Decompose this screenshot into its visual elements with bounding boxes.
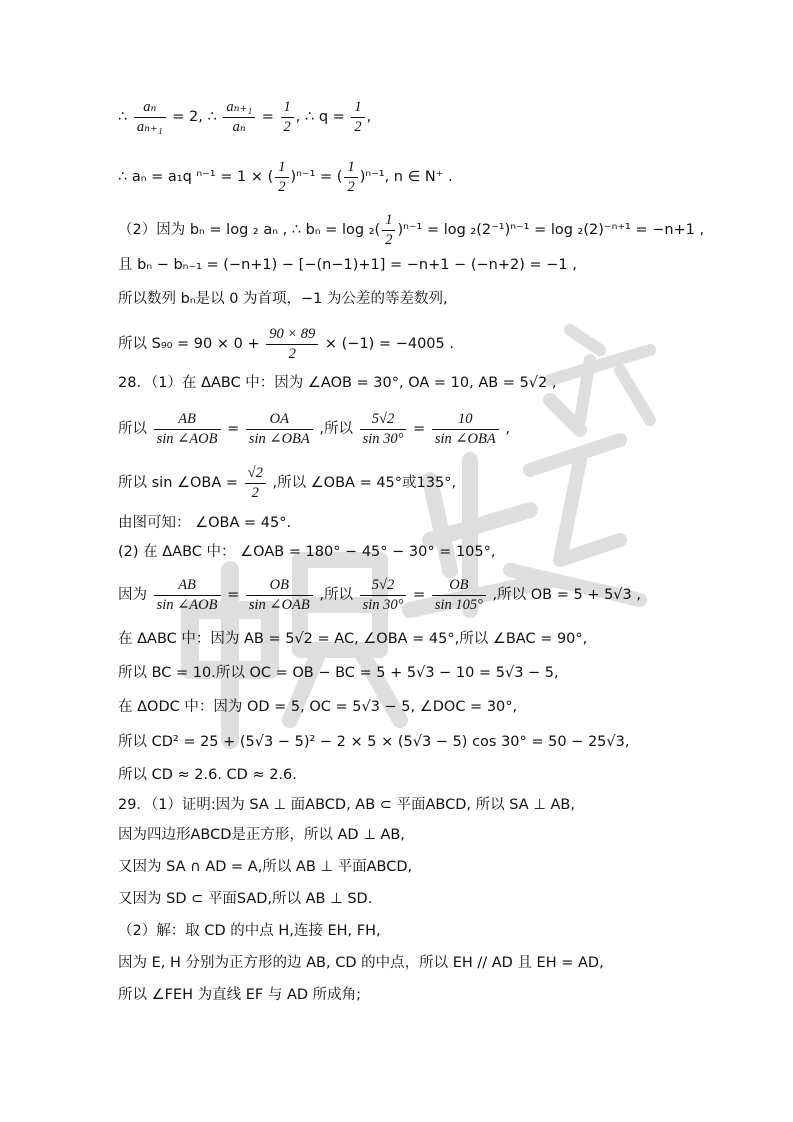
fraction-denominator: sin ∠AOB xyxy=(156,430,218,447)
text-segment: 29．（1）证明:因为 SA ⊥ 面ABCD, AB ⊂ 平面ABCD, 所以 SA ⊥ AB, xyxy=(118,797,575,813)
fraction xyxy=(382,213,395,247)
text-segment: , ∴ q = xyxy=(295,109,350,125)
text-line-24 xyxy=(118,988,361,1003)
text-segment: 所以 S₉₀ = 90 × 0 + xyxy=(118,336,265,352)
text-segment: = xyxy=(222,421,244,437)
fraction-numerator: aₙ xyxy=(134,100,166,118)
fraction xyxy=(360,412,407,446)
fraction xyxy=(154,578,221,612)
fraction xyxy=(275,160,288,194)
fraction xyxy=(360,578,407,612)
fraction-numerator: 5√2 xyxy=(360,412,407,430)
fraction xyxy=(344,160,357,194)
text-segment: 因为 E, H 分别为正方形的边 AB, CD 的中点，所以 EH // AD 且 EH = AD, xyxy=(118,955,604,971)
fraction-numerator: 1 xyxy=(382,213,395,231)
text-line-22 xyxy=(118,924,381,939)
text-segment: 由图可知： ∠OBA = 45°. xyxy=(118,515,292,531)
fraction-denominator: 2 xyxy=(288,345,296,362)
text-line-2 xyxy=(118,160,453,194)
fraction-denominator: 2 xyxy=(251,484,259,501)
fraction xyxy=(134,100,166,134)
text-segment: )ⁿ⁻¹ = ( xyxy=(290,169,343,185)
text-line-9 xyxy=(118,466,456,500)
text-segment: 且 bₙ − bₙ₋₁ = (−n+1) − [−(n−1)+1] = −n+1 − (−n+2) = −1 , xyxy=(118,257,577,273)
text-segment: , xyxy=(366,109,372,125)
text-segment: 所以数列 bₙ是以 0 为首项，−1 为公差的等差数列, xyxy=(118,291,448,307)
text-line-7 xyxy=(118,376,556,391)
fraction xyxy=(281,100,294,134)
text-line-11 xyxy=(118,545,496,560)
text-segment: = xyxy=(408,421,430,437)
fraction xyxy=(432,412,499,446)
text-segment: （2）解：取 CD 的中点 H,连接 EH, FH, xyxy=(118,923,381,939)
text-segment: 在 ΔODC 中：因为 OD = 5, OC = 5√3 − 5, ∠DOC = 30°, xyxy=(118,699,518,715)
fraction-numerator: 1 xyxy=(275,160,288,178)
text-segment: × (−1) = −4005 . xyxy=(320,336,454,352)
fraction-numerator: 1 xyxy=(344,160,357,178)
fraction xyxy=(246,412,313,446)
text-segment: ∴ xyxy=(118,109,132,125)
text-line-16 xyxy=(118,735,630,750)
fraction-denominator: aₙ₊₁ xyxy=(136,118,163,135)
text-line-14 xyxy=(118,666,559,681)
text-line-19 xyxy=(118,828,405,843)
text-segment: 又因为 SD ⊂ 平面SAD,所以 AB ⊥ SD. xyxy=(118,891,373,907)
fraction-numerator: OB xyxy=(432,578,486,596)
text-segment: (2) 在 ΔABC 中： ∠OAB = 180° − 45° − 30° = 105°, xyxy=(118,544,496,560)
fraction-denominator: 2 xyxy=(347,178,355,195)
fraction-numerator: AB xyxy=(154,412,221,430)
fraction-numerator: √2 xyxy=(245,466,266,484)
text-segment: ,所以 xyxy=(314,421,358,437)
fraction-numerator: 90 × 89 xyxy=(266,327,318,345)
text-segment: = xyxy=(222,587,244,603)
text-segment: 所以 CD² = 25 + (5√3 − 5)² − 2 × 5 × (5√3 − 5) cos 30° = 50 − 25√3, xyxy=(118,734,630,750)
fraction-denominator: sin ∠AOB xyxy=(156,596,218,613)
fraction-denominator: sin ∠OBA xyxy=(248,430,310,447)
text-segment: 28．（1）在 ΔABC 中：因为 ∠AOB = 30°, OA = 10, AB = 5√2 , xyxy=(118,375,557,391)
text-line-1 xyxy=(118,100,371,134)
text-line-3 xyxy=(118,213,704,247)
text-line-17 xyxy=(118,768,297,783)
text-line-8 xyxy=(118,412,510,446)
text-segment: （2）因为 bₙ = log ₂ aₙ , ∴ bₙ = log ₂( xyxy=(118,222,381,238)
text-line-20 xyxy=(118,860,412,875)
text-segment: 所以 sin ∠OBA = xyxy=(118,475,243,491)
fraction xyxy=(223,100,255,134)
text-segment: ,所以 ∠OBA = 45°或135°, xyxy=(267,475,457,491)
fraction-numerator: 10 xyxy=(432,412,499,430)
text-line-18 xyxy=(118,798,575,813)
text-segment: = xyxy=(408,587,430,603)
text-line-6 xyxy=(118,327,454,361)
text-line-23 xyxy=(118,956,604,971)
fraction xyxy=(351,100,364,134)
text-segment: = 2, ∴ xyxy=(167,109,222,125)
fraction-denominator: 2 xyxy=(385,231,393,248)
fraction-denominator: 2 xyxy=(354,118,362,135)
text-segment: , xyxy=(500,421,510,437)
fraction-denominator: 2 xyxy=(278,178,286,195)
text-line-21 xyxy=(118,892,372,907)
fraction-numerator: AB xyxy=(154,578,221,596)
fraction-numerator: OA xyxy=(246,412,313,430)
fraction-numerator: OB xyxy=(246,578,313,596)
fraction-denominator: sin ∠OAB xyxy=(248,596,310,613)
text-segment: )ⁿ⁻¹, n ∈ N⁺ . xyxy=(359,169,453,185)
text-segment: 因为 xyxy=(118,587,152,603)
fraction xyxy=(266,327,318,361)
text-line-10 xyxy=(118,516,291,531)
text-segment: 所以 BC = 10.所以 OC = OB − BC = 5 + 5√3 − 10 = 5√3 − 5, xyxy=(118,665,559,681)
text-segment: ,所以 OB = 5 + 5√3 , xyxy=(487,587,641,603)
text-segment: )ⁿ⁻¹ = log ₂(2⁻¹)ⁿ⁻¹ = log ₂(2)⁻ⁿ⁺¹ = −n+1 , xyxy=(397,222,705,238)
text-line-12 xyxy=(118,578,641,612)
fraction-denominator: sin 30° xyxy=(362,430,404,447)
text-segment: ∴ aₙ = a₁q ⁿ⁻¹ = 1 × ( xyxy=(118,169,274,185)
text-segment: ,所以 xyxy=(314,587,358,603)
text-segment: 所以 CD ≈ 2.6. CD ≈ 2.6. xyxy=(118,767,297,783)
text-line-5 xyxy=(118,292,448,307)
fraction-denominator: sin 105° xyxy=(434,596,483,613)
fraction-numerator: aₙ₊₁ xyxy=(223,100,255,118)
text-line-4 xyxy=(118,258,577,273)
fraction xyxy=(245,466,266,500)
fraction-numerator: 1 xyxy=(351,100,364,118)
fraction xyxy=(246,578,313,612)
text-line-13 xyxy=(118,632,587,647)
fraction-denominator: 2 xyxy=(283,118,291,135)
text-segment: 所以 xyxy=(118,421,152,437)
fraction-denominator: sin ∠OBA xyxy=(434,430,496,447)
fraction-numerator: 5√2 xyxy=(360,578,407,596)
text-segment: 所以 ∠FEH 为直线 EF 与 AD 所成角; xyxy=(118,987,362,1003)
fraction xyxy=(432,578,486,612)
fraction xyxy=(154,412,221,446)
text-segment: = xyxy=(257,109,279,125)
text-line-15 xyxy=(118,700,517,715)
text-segment: 因为四边形ABCD是正方形，所以 AD ⊥ AB, xyxy=(118,827,405,843)
fraction-numerator: 1 xyxy=(281,100,294,118)
text-segment: 在 ΔABC 中：因为 AB = 5√2 = AC, ∠OBA = 45°,所以 ∠BAC = 90°, xyxy=(118,631,588,647)
text-segment: 又因为 SA ∩ AD = A,所以 AB ⊥ 平面ABCD, xyxy=(118,859,413,875)
fraction-denominator: sin 30° xyxy=(362,596,404,613)
fraction-denominator: aₙ xyxy=(232,118,246,135)
